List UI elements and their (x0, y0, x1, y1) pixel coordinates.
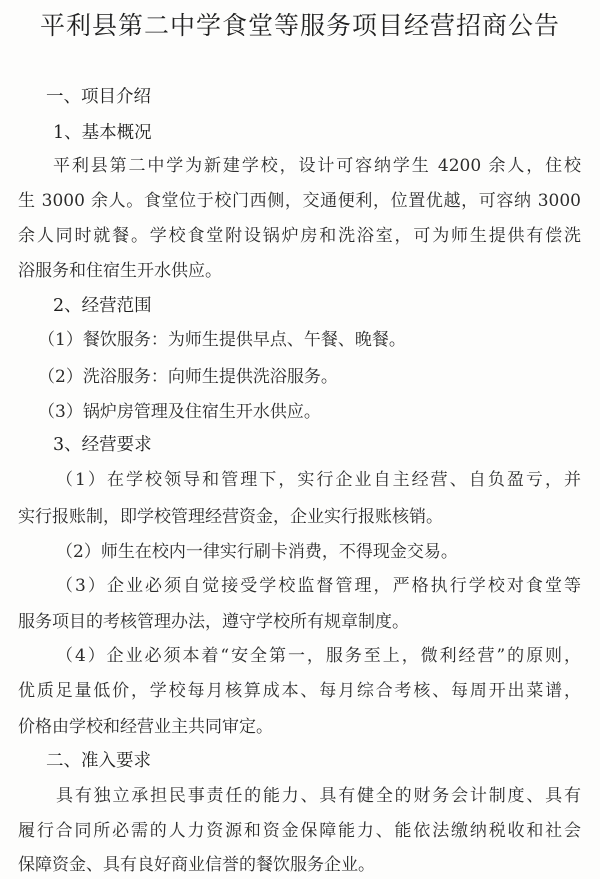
paragraph-line: 平利县第二中学为新建学校，设计可容纳学生 4200 余人，住校 (53, 156, 581, 176)
paragraph-line: 服务项目的考核管理办法，遵守学校所有规章制度。 (18, 612, 409, 632)
list-item: （2）洗浴服务：向师生提供洗浴服务。 (38, 367, 338, 387)
paragraph-line: 余人同时就餐。学校食堂附设锅炉房和洗浴室，可为师生提供有偿洗 (18, 226, 581, 246)
paragraph-line: （3）企业必须自觉接受学校监督管理，严格执行学校对食堂等 (56, 576, 581, 596)
paragraph-line: 具有独立承担民事责任的能力、具有健全的财务会计制度、具有 (56, 786, 581, 806)
paragraph-line: （1）在学校领导和管理下，实行企业自主经营、自负盈亏，并 (56, 470, 581, 490)
paragraph-line: （2）师生在校内一律实行刷卡消费，不得现金交易。 (56, 542, 458, 562)
paragraph-line: 实行报账制，即学校管理经营资金，企业实行报账核销。 (18, 507, 443, 527)
section-heading-access-requirements: 二、准入要求 (46, 751, 151, 771)
paragraph-line: 履行合同所必需的人力资源和资金保障能力、能依法缴纳税收和社会 (18, 821, 581, 841)
subheading-basic-overview: 1、基本概况 (53, 123, 152, 143)
paragraph-line: 浴服务和住宿生开水供应。 (18, 261, 222, 281)
section-heading-project-intro: 一、项目介绍 (46, 87, 151, 107)
paragraph-line: 价格由学校和经营业主共同审定。 (18, 717, 273, 737)
list-item: （1）餐饮服务：为师生提供早点、午餐、晚餐。 (38, 330, 406, 350)
paragraph-line: 生 3000 余人。食堂位于校门西侧，交通便利，位置优越，可容纳 3000 (18, 191, 581, 211)
paragraph-line: （4）企业必须本着“安全第一，服务至上，微利经营”的原则， (56, 646, 581, 666)
subheading-business-requirements: 3、经营要求 (53, 435, 152, 455)
paragraph-line: 保障资金、具有良好商业信誉的餐饮服务企业。 (18, 855, 375, 875)
paragraph-line: 优质足量低价，学校每月核算成本、每月综合考核、每周开出菜谱， (18, 681, 581, 701)
list-item: （3）锅炉房管理及住宿生开水供应。 (38, 402, 321, 422)
document-title: 平利县第二中学食堂等服务项目经营招商公告 (39, 11, 560, 40)
subheading-business-scope: 2、经营范围 (53, 296, 152, 316)
